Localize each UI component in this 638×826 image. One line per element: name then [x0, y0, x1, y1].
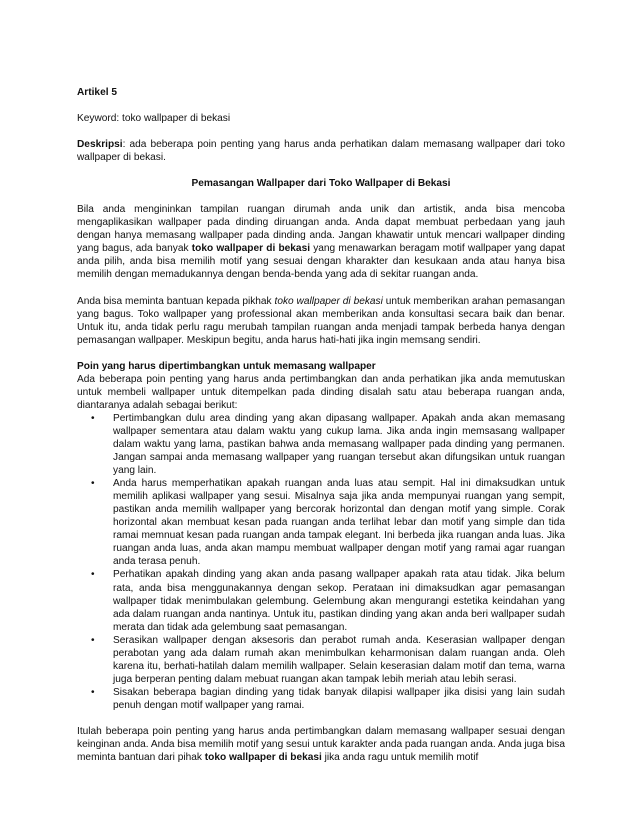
list-item: • Perhatikan apakah dinding yang akan anda pasang wallpaper apakah rata atau tidak. Jika belum rata, anda bisa menggunakannya dengan sekop. Perataan ini dimaksudkan agar pemasangan wallpaper tidak menimbulakan gelembung. Gelembung akan mengurangi estetika keindahan yang ada dalam ruangan anda nantinya. Untuk itu, pastikan dinding yang akan anda beri wallpaper sudah merata dan tidak ada gelembung saat pemasangan.	[91, 569, 565, 633]
description-text: : ada beberapa poin penting yang harus anda perhatikan dalam memasang wallpaper dari toko wallpaper di bekasi.	[77, 139, 565, 164]
section-intro: Ada beberapa poin penting yang harus anda pertimbangkan dan anda perhatikan jika anda memutuskan untuk membeli wallpaper untuk ditempelkan pada dinding disalah satu atau beberapa ruangan anda, diantaranya adalah sebagai berikut:	[77, 373, 565, 411]
section-heading: Poin yang harus dipertimbangkan untuk memasang wallpaper	[77, 360, 376, 372]
keyword-bold: toko wallpaper di bekasi	[191, 243, 311, 255]
bullet-icon: •	[91, 412, 95, 424]
bullet-icon: •	[91, 634, 95, 646]
paragraph-2: Anda bisa meminta bantuan kepada pikhak toko wallpaper di bekasi untuk memberikan arahan pemasangan yang bagus. Toko wallpaper yang professional akan memberikan anda konsultasi secara baik dan benar. Untuk itu, anda tidak perlu ragu merubah tampilan ruangan anda menjadi tampak berbeda hanya dengan pemasangan wallpaper. Meskipun begitu, anda harus hati-hati jika ingin memsang sendiri.	[77, 295, 565, 346]
list-item: • Serasikan wallpaper dengan aksesoris dan perabot rumah anda. Keserasian wallpaper dengan perabotan yang ada dalam rumah akan menimbulkan keharmonisan dalam ruangan anda. Oleh karena itu, berhati-hatilah dalam memilih wallpaper. Selain keserasian dalam motif dan tema, warna juga berperan penting dalam mebuat ruangan akan tampak lebih meriah atau lebih serasi.	[91, 634, 565, 685]
keyword-bold: toko wallpaper di bekasi	[204, 752, 322, 764]
bullet-icon: •	[91, 686, 95, 698]
article-label: Artikel 5	[77, 87, 117, 98]
paragraph-1: Bila anda mengininkan tampilan ruangan dirumah anda unik dan artistik, anda bisa mencoba mengaplikasikan wallpaper pada dinding diruangan anda. Anda dapat membuat perbedaan yang jauh dengan hanya memasang wallpaper pada dinding anda. Jangan khawatir untuk mencari wallpaper dinding yang bagus, ada banyak toko wallpaper di bekasi yang menawarkan beragam motif wallpaper yang dapat anda pilih, anda bisa memilih motif yang sesuai dengan kharakter dan kesukaan anda atau hanya bisa memilih dengan memadukannya dengan benda-benda yang ada di sekitar ruangan anda.	[77, 204, 565, 281]
keyword-line: Keyword: toko wallpaper di bekasi	[77, 113, 231, 125]
description	[77, 138, 565, 164]
document-page	[77, 86, 565, 764]
closing-paragraph: Itulah beberapa poin penting yang harus anda pertimbangkan dalam memasang wallpaper sesuai dengan keinginan anda. Anda bisa memilih motif yang sesui untuk karakter anda pada ruangan anda. Anda juga bisa meminta bantuan dari pihak toko wallpaper di bekasi jika anda ragu untuk memilih motif	[77, 725, 565, 764]
list-item: • Anda harus memperhatikan apakah ruangan anda luas atau sempit. Hal ini dimaksudkan untuk memilih aplikasi wallpaper yang sesui. Misalnya saja jika anda mempunyai ruangan yang sempit, pastikan anda memilih wallpaper yang bercorak horizontal dan dengan motif yang simple. Corak horizontal akan membuat kesan pada ruangan anda terlihat lebar dan motif yang simple dan tida ramai memnuat kesan pada ruangan anda tampak elegant. Ini berbeda jika ruangan anda luas. Jika ruangan anda luas, anda akan mampu membuat wallpaper dengan motif yang ramai agar ruangan anda terasa penuh.	[91, 478, 565, 568]
bullet-icon: •	[91, 569, 95, 581]
bullet-icon: •	[91, 478, 95, 490]
list-item: • Sisakan beberapa bagian dinding yang tidak banyak dilapisi wallpaper jika disisi yang lain sudah penuh dengan motif wallpaper yang ramai.	[91, 686, 565, 711]
article-title: Pemasangan Wallpaper dari Toko Wallpaper di Bekasi	[191, 178, 451, 190]
keyword-italic: toko wallpaper di bekasi	[274, 295, 383, 307]
list-item: • Pertimbangkan dulu area dinding yang akan dipasang wallpaper. Apakah anda akan memasang wallpaper sementara atau dalam waktu yang cukup lama. Jika anda ingin memsasang wallpaper dalam waktu yang lama, pastikan bahwa anda memasang wallpaper pada dinding yang permanen. Jangan sampai anda memasang wallpaper yang ruangan tersebut akan difungsikan untuk ruangan yang lain.	[91, 412, 565, 477]
bullet-list	[77, 412, 565, 712]
description-label: Deskripsi	[77, 139, 123, 151]
